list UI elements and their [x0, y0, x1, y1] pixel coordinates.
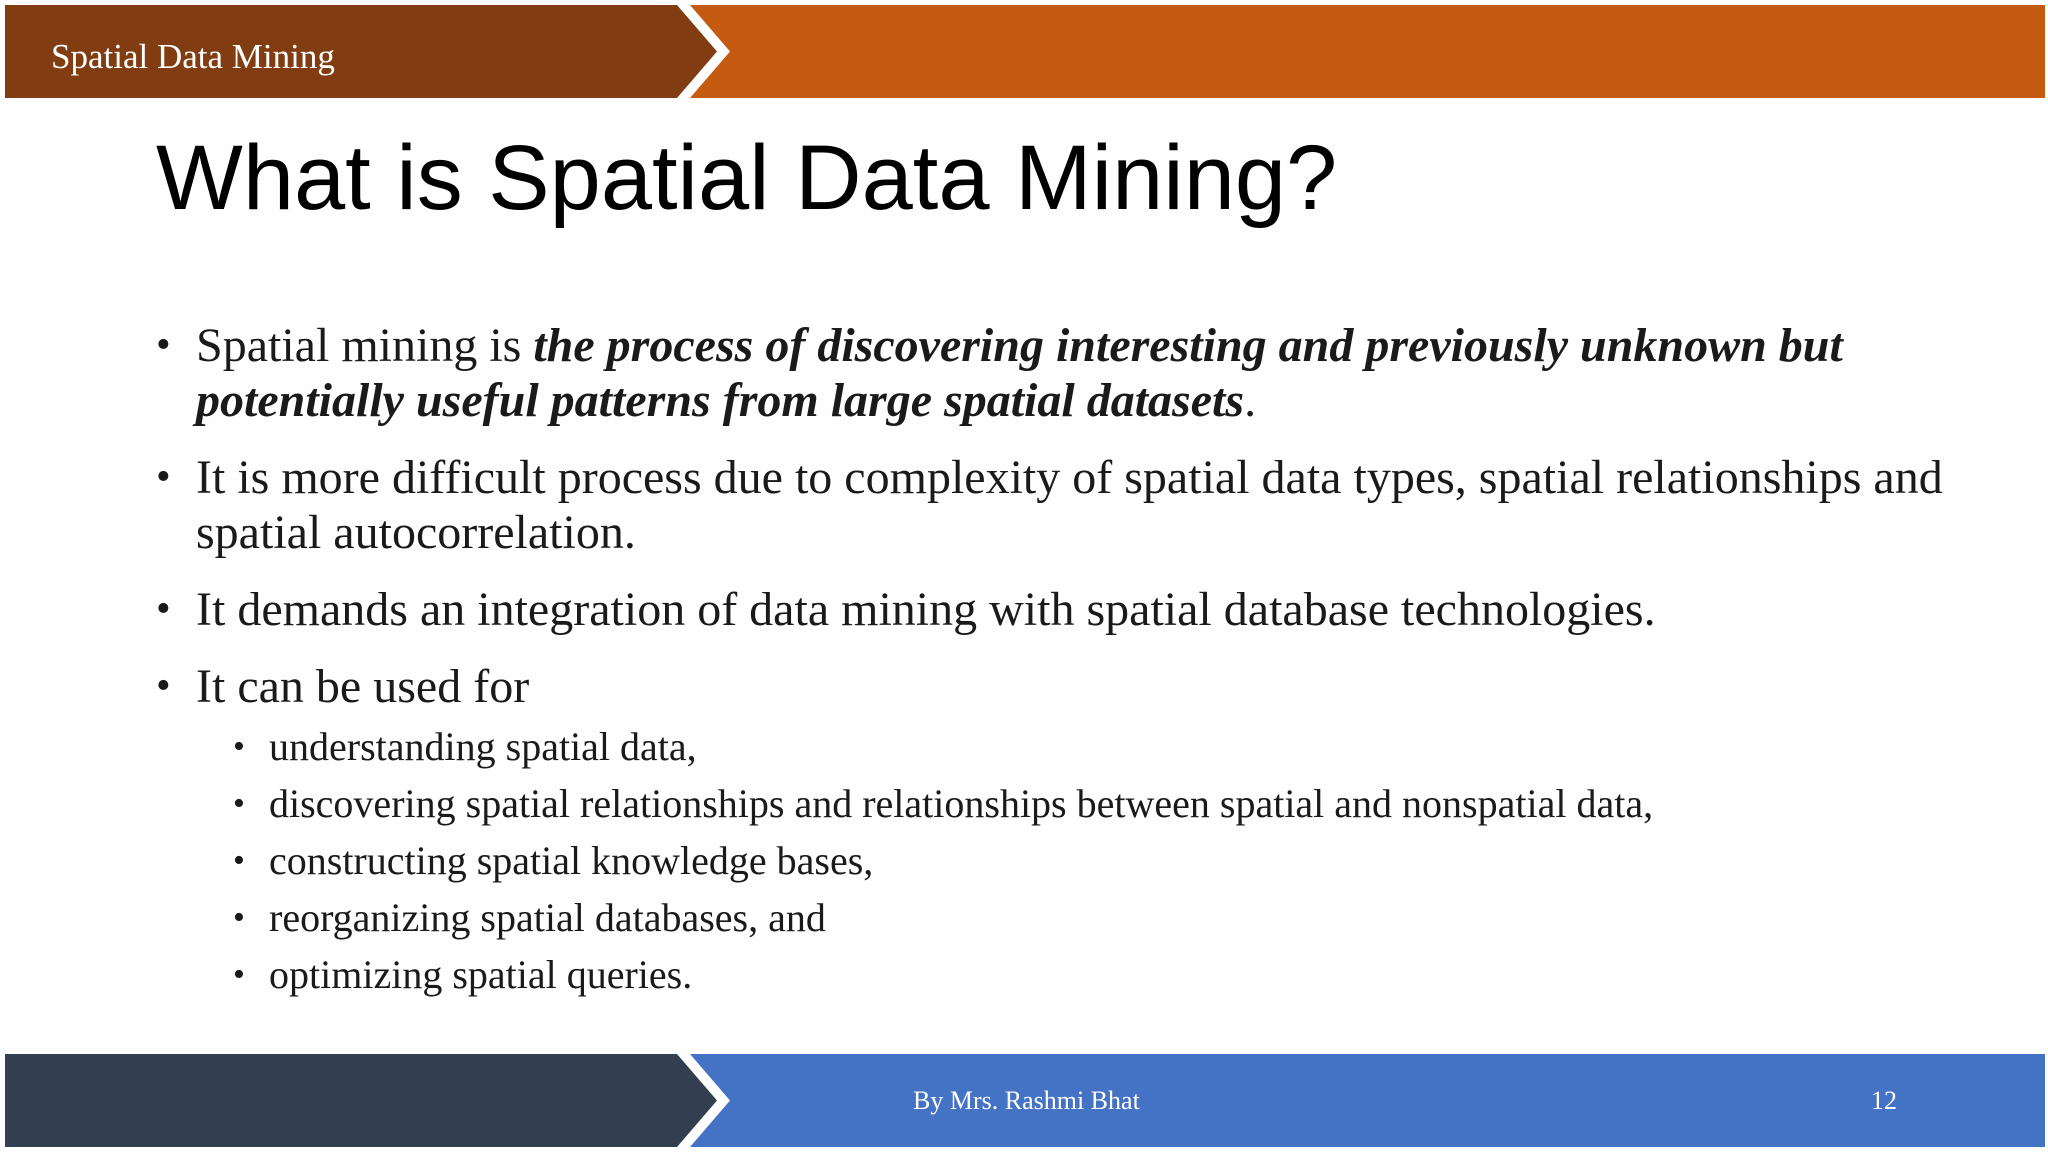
bullet-prefix: Spatial mining is: [196, 319, 534, 372]
sub-bullet-text: reorganizing spatial databases, and: [269, 895, 826, 940]
bullet-emphasis: the process of discovering interesting and previously unknown but potentially useful patterns from large spatial datasets: [196, 319, 1843, 427]
sub-bullet-text: understanding spatial data,: [269, 724, 697, 769]
sub-bullet-dot: •: [233, 956, 245, 993]
sub-bullet-item: [233, 718, 1976, 775]
sub-bullet-item: [233, 946, 1976, 1003]
sub-bullet-item: [233, 832, 1976, 889]
bullet-dot: •: [156, 322, 171, 368]
bullet-dot: •: [156, 586, 171, 632]
header-band: [5, 5, 2045, 98]
sub-bullet-dot: •: [233, 899, 245, 936]
bullet-text: It can be used for: [196, 660, 530, 713]
footer-left-chevron: [5, 1054, 717, 1147]
sub-bullet-list: [156, 718, 1976, 1003]
page-number: 12: [1871, 1086, 1897, 1115]
bullet-item-uses: [156, 659, 1976, 714]
sub-bullet-text: constructing spatial knowledge bases,: [269, 838, 874, 883]
sub-bullet-text: discovering spatial relationships and relationships between spatial and nonspatial data,: [269, 781, 1654, 826]
sub-bullet-item: [233, 889, 1976, 946]
bullet-text: It demands an integration of data mining with spatial database technologies.: [196, 583, 1656, 636]
sub-bullet-text: optimizing spatial queries.: [269, 952, 693, 997]
slide-title: What is Spatial Data Mining?: [156, 127, 1338, 229]
bullet-list: [156, 318, 1976, 1003]
bullet-text: It is more difficult process due to complexity of spatial data types, spatial relationships and spatial autocorrelation.: [196, 451, 1943, 559]
footer-right-bar: [690, 1054, 2045, 1147]
bullet-item-difficulty: [156, 450, 1976, 560]
footer-band: [5, 1054, 2045, 1147]
sub-bullet-dot: •: [233, 785, 245, 822]
sub-bullet-item: [233, 775, 1976, 832]
header-right-bar: [690, 5, 2045, 98]
header-course-title: Spatial Data Mining: [51, 37, 335, 76]
bullet-suffix: .: [1244, 374, 1257, 427]
bullet-dot: •: [156, 663, 171, 709]
bullet-item-integration: [156, 582, 1976, 637]
footer-author: By Mrs. Rashmi Bhat: [913, 1086, 1140, 1115]
sub-bullet-dot: •: [233, 842, 245, 879]
bullet-dot: •: [156, 454, 171, 500]
bullet-item-definition: [156, 318, 1976, 428]
sub-bullet-dot: •: [233, 728, 245, 765]
